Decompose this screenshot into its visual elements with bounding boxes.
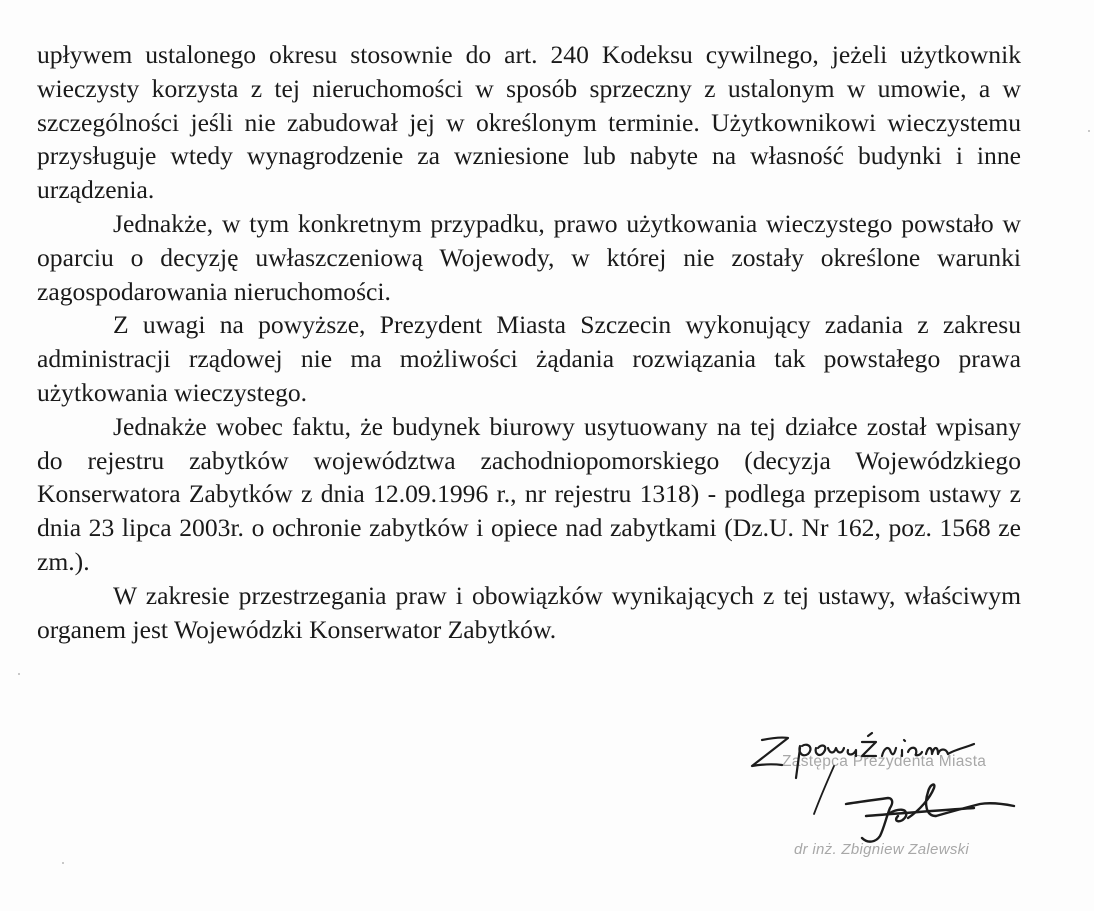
paragraph-heritage-register: Jednakże wobec faktu, że budynek biurowy usytuowany na tej działce został wpisany do rejestru zabytków województwa zachodniopomorskiego (decyzja Wojewódzkiego Konserwatora Zabytków z dnia 12.09.1996 r., nr rejestru 1318) - podlega przepisom ustawy z dnia 23 lipca 2003r. o ochronie zabytków i opiece nad zabytkami (Dz.U. Nr 162, poz. 1568 ze zm.). [37, 411, 1021, 576]
scan-speck [62, 862, 64, 864]
signature-stroke [814, 766, 834, 814]
scan-speck [18, 673, 20, 675]
scan-speck [1088, 130, 1090, 132]
stamp-title: Zastępca Prezydenta Miasta [782, 753, 987, 770]
paragraph-president-authority: Z uwagi na powyższe, Prezydent Miasta Szczecin wykonujący zadania z zakresu administracji rządowej nie ma możliwości żądania rozwiązania tak powstałego prawa użytkowania wieczystego. [37, 310, 1021, 407]
paragraph-continuation: upływem ustalonego okresu stosownie do art. 240 Kodeksu cywilnego, jeżeli użytkownik wieczysty korzysta z tej nieruchomości w sposób sprzeczny z ustalonym w umowie, a w szczególności jeśli nie zabudował jej w określonym terminie. Użytkownikowi wieczystemu przysługuje wtedy wynagrodzenie za wzniesione lub nabyte na własność budynki i inne urządzenia. [37, 40, 1021, 205]
signature-block [742, 718, 1062, 868]
signature-scribble [846, 785, 1014, 842]
stamp-name: dr inż. Zbigniew Zalewski [794, 841, 970, 858]
paragraph-competent-authority: W zakresie przestrzegania praw i obowiązków wynikających z tej ustawy, właściwym organem jest Wojewódzki Konserwator Zabytków. [37, 580, 1021, 644]
handwritten-note [752, 733, 974, 778]
handwritten-signature [742, 718, 1062, 868]
paragraph-perpetual-usufruct: Jednakże, w tym konkretnym przypadku, prawo użytkowania wieczystego powstało w oparciu o decyzję uwłaszczeniową Wojewody, w której nie zostały określone warunki zagospodarowania nieruchomości. [37, 208, 1021, 306]
letter-body [37, 38, 1021, 646]
